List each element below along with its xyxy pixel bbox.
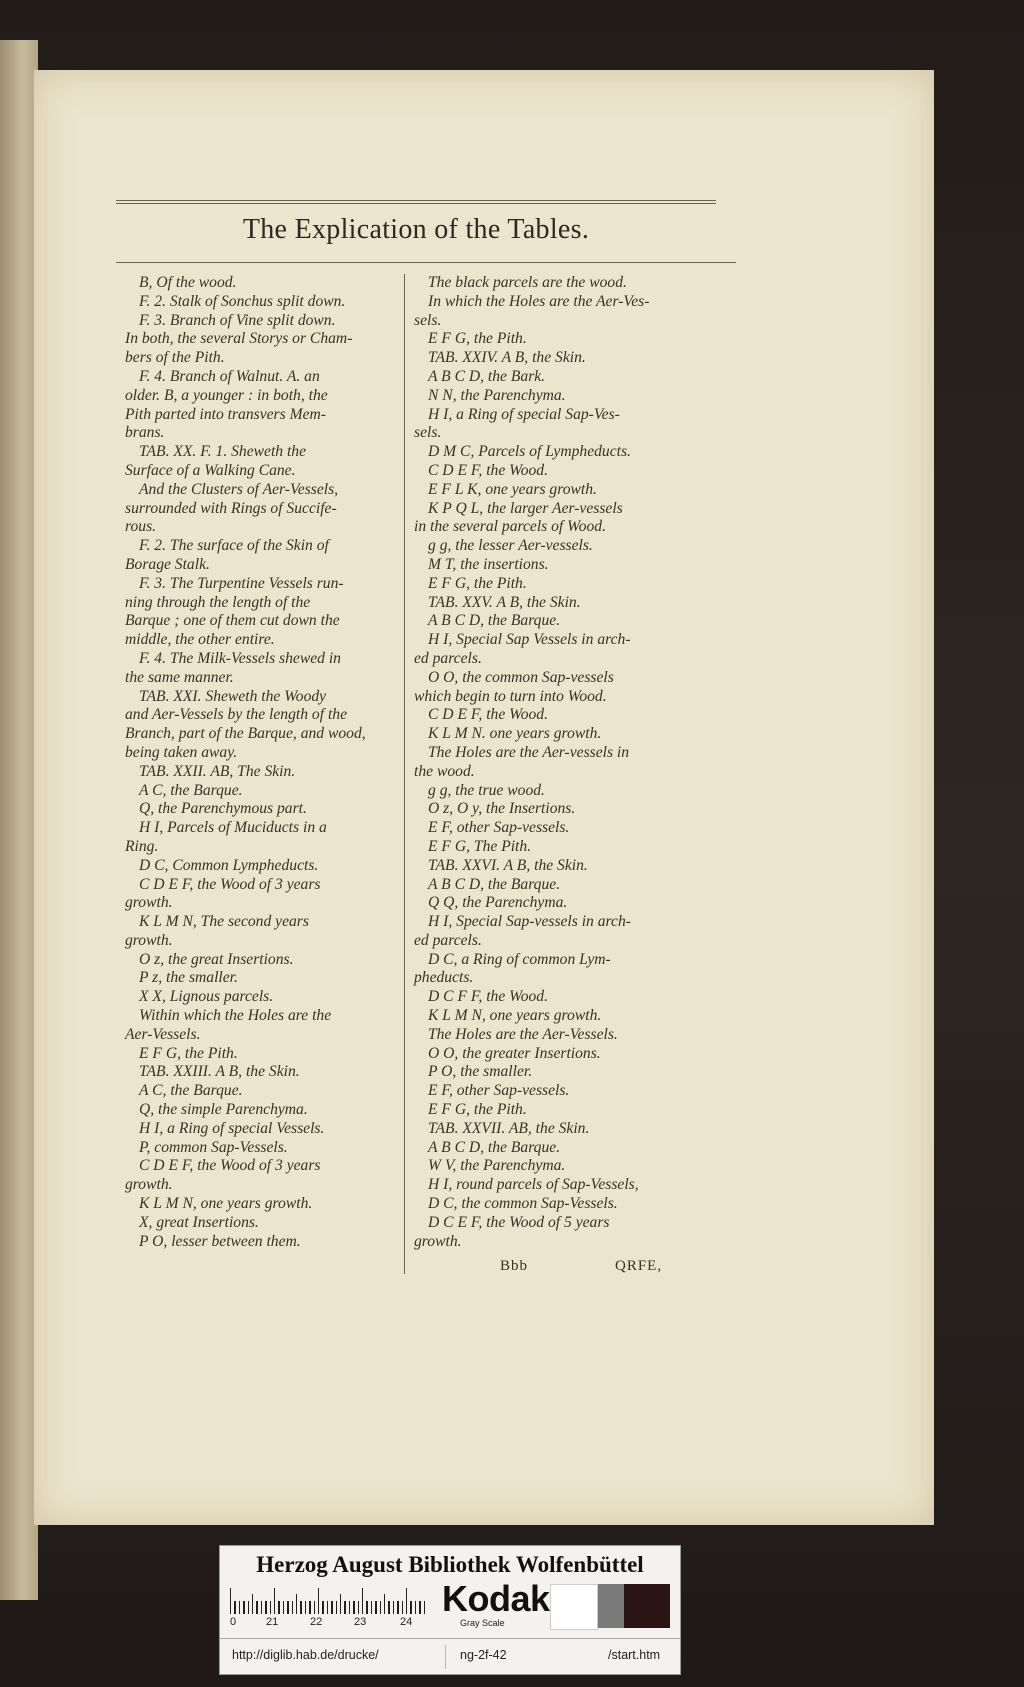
text-line: Pith parted into transvers Mem- xyxy=(125,405,326,423)
target-card xyxy=(219,1545,681,1675)
ruler-tick xyxy=(402,1601,403,1614)
ruler-tick xyxy=(274,1588,275,1614)
ruler-tick xyxy=(230,1588,231,1614)
text-line: which begin to turn into Wood. xyxy=(414,687,607,705)
text-line: Q Q, the Parenchyma. xyxy=(428,894,568,912)
ruler-tick xyxy=(309,1601,310,1614)
text-line: A B C D, the Barque. xyxy=(428,875,561,893)
text-line: H I, Special Sap Vessels in arch- xyxy=(428,631,631,649)
text-line: D C, the common Sap-Vessels. xyxy=(428,1195,618,1213)
text-line: TAB. XXVI. A B, the Skin. xyxy=(428,856,588,874)
text-line: Surface of a Walking Cane. xyxy=(125,461,296,479)
text-line: P O, lesser between them. xyxy=(139,1232,301,1250)
text-line: E F, other Sap-vessels. xyxy=(428,819,570,837)
ruler-tick xyxy=(256,1601,257,1614)
text-line: older. B, a younger : in both, the xyxy=(125,386,328,404)
ruler-number: 0 xyxy=(230,1616,237,1628)
url-text: http://diglib.hab.de/drucke/ xyxy=(232,1648,379,1662)
ruler-tick xyxy=(415,1601,416,1614)
top-rule xyxy=(116,200,716,201)
ruler-tick xyxy=(252,1594,253,1614)
ruler-tick xyxy=(265,1601,266,1614)
title-underline xyxy=(116,262,736,263)
ruler-tick xyxy=(349,1601,350,1614)
text-line: O O, the greater Insertions. xyxy=(428,1044,601,1062)
ruler-tick xyxy=(239,1601,240,1614)
text-line: the wood. xyxy=(414,762,475,780)
text-line: surrounded with Rings of Succife- xyxy=(125,499,337,517)
text-line: M T, the insertions. xyxy=(428,555,549,573)
text-line: F. 3. The Turpentine Vessels run- xyxy=(139,574,344,592)
ruler-tick xyxy=(314,1601,315,1614)
text-line: Branch, part of the Barque, and wood, xyxy=(125,725,366,743)
text-line: E F G, The Pith. xyxy=(428,837,532,855)
text-line: being taken away. xyxy=(125,743,238,761)
ruler-tick xyxy=(380,1601,381,1614)
facing-page-edge xyxy=(0,40,38,1600)
ruler-tick xyxy=(243,1601,244,1614)
ruler-tick xyxy=(248,1601,249,1614)
shelfmark: ng-2f-42 xyxy=(460,1648,507,1662)
text-line: P, common Sap-Vessels. xyxy=(139,1138,288,1156)
text-line: K P Q L, the larger Aer-vessels xyxy=(428,499,623,517)
text-line: O O, the common Sap-vessels xyxy=(428,668,614,686)
left-column xyxy=(125,274,400,1251)
text-line: ed parcels. xyxy=(414,649,482,667)
text-line: growth. xyxy=(125,1176,173,1194)
ruler-tick xyxy=(375,1601,376,1614)
text-line: middle, the other entire. xyxy=(125,631,275,649)
text-line: O z, O y, the Insertions. xyxy=(428,800,576,818)
ruler-tick xyxy=(270,1601,271,1614)
ruler-tick xyxy=(234,1601,235,1614)
text-line: ning through the length of the xyxy=(125,593,311,611)
ruler-tick xyxy=(305,1601,306,1614)
ruler-tick xyxy=(388,1601,389,1614)
ruler-tick xyxy=(287,1601,288,1614)
text-line: H I, Parcels of Muciducts in a xyxy=(139,819,327,837)
kodak-wordmark: Kodak xyxy=(442,1578,550,1619)
ruler-tick xyxy=(336,1601,337,1614)
text-line: D C, Common Lympheducts. xyxy=(139,856,319,874)
text-line: Ring. xyxy=(125,837,159,855)
text-line: E F G, the Pith. xyxy=(428,330,527,348)
text-line: K L M N, one years growth. xyxy=(428,1007,602,1025)
text-line: D C, a Ring of common Lym- xyxy=(428,950,611,968)
text-line: E F G, the Pith. xyxy=(428,1101,527,1119)
ruler-tick xyxy=(296,1594,297,1614)
text-line: C D E F, the Wood. xyxy=(428,461,548,479)
text-line: X, great Insertions. xyxy=(139,1213,259,1231)
text-line: E F G, the Pith. xyxy=(139,1044,238,1062)
ruler-number: 21 xyxy=(266,1616,279,1628)
column-divider xyxy=(404,274,405,1274)
text-line: The black parcels are the wood. xyxy=(428,274,627,291)
text-line: F. 2. Stalk of Sonchus split down. xyxy=(139,292,346,310)
gray-patch-mid xyxy=(598,1584,624,1628)
library-name: Herzog August Bibliothek Wolfenbüttel xyxy=(256,1552,644,1577)
text-line: TAB. XXVII. AB, the Skin. xyxy=(428,1119,590,1137)
ruler-tick xyxy=(410,1601,411,1614)
ruler-tick xyxy=(261,1601,262,1614)
ruler-tick xyxy=(419,1601,420,1614)
text-line: P z, the smaller. xyxy=(139,969,238,987)
text-line: F. 4. Branch of Walnut. A. an xyxy=(139,367,320,385)
text-line: Within which the Holes are the xyxy=(139,1007,332,1025)
text-line: ed parcels. xyxy=(414,931,482,949)
text-line: g g, the lesser Aer-vessels. xyxy=(428,537,593,555)
text-line: O z, the great Insertions. xyxy=(139,950,294,968)
ruler-tick xyxy=(366,1601,367,1614)
gray-patch-white xyxy=(550,1584,598,1630)
text-line: TAB. XXI. Sheweth the Woody xyxy=(139,687,327,705)
ruler-tick xyxy=(353,1601,354,1614)
kodak-logo xyxy=(434,1578,550,1628)
text-line: C D E F, the Wood of 3 years xyxy=(139,1157,321,1175)
card-footer xyxy=(220,1638,680,1675)
text-line: A B C D, the Bark. xyxy=(428,367,546,385)
text-line: TAB. XXIII. A B, the Skin. xyxy=(139,1063,300,1081)
ruler-tick xyxy=(331,1601,332,1614)
text-line: N N, the Parenchyma. xyxy=(428,386,566,404)
text-line: rous. xyxy=(125,518,157,536)
text-line: A B C D, the Barque. xyxy=(428,1138,561,1156)
text-line: H I, Special Sap-vessels in arch- xyxy=(428,913,631,931)
text-line: P O, the smaller. xyxy=(428,1063,533,1081)
text-line: growth. xyxy=(125,894,173,912)
ruler-tick xyxy=(371,1601,372,1614)
ruler-tick xyxy=(344,1601,345,1614)
text-line: the same manner. xyxy=(125,668,234,686)
text-line: H I, a Ring of special Sap-Ves- xyxy=(428,405,620,423)
ruler-tick xyxy=(283,1601,284,1614)
text-line: E F G, the Pith. xyxy=(428,574,527,592)
ruler-tick xyxy=(384,1594,385,1614)
text-line: sels. xyxy=(414,424,442,442)
catchword: QRFE, xyxy=(615,1258,663,1274)
text-line: In both, the several Storys or Cham- xyxy=(125,330,353,348)
text-line: TAB. XXII. AB, The Skin. xyxy=(139,762,296,780)
text-line: sels. xyxy=(414,311,442,329)
text-line: K L M N, The second years xyxy=(139,913,309,931)
ruler-tick xyxy=(278,1601,279,1614)
text-line: A B C D, the Barque. xyxy=(428,612,561,630)
text-line: Aer-Vessels. xyxy=(125,1025,201,1043)
text-line: Barque ; one of them cut down the xyxy=(125,612,340,630)
text-line: pheducts. xyxy=(414,969,474,987)
text-line: Q, the simple Parenchyma. xyxy=(139,1101,308,1119)
text-line: K L M N. one years growth. xyxy=(428,725,602,743)
text-line: H I, a Ring of special Vessels. xyxy=(139,1119,325,1137)
text-line: TAB. XXV. A B, the Skin. xyxy=(428,593,581,611)
text-line: g g, the true wood. xyxy=(428,781,545,799)
text-line: Borage Stalk. xyxy=(125,555,210,573)
text-line: And the Clusters of Aer-Vessels, xyxy=(139,480,339,498)
scale-ruler xyxy=(230,1586,426,1614)
text-line: H I, round parcels of Sap-Vessels, xyxy=(428,1176,639,1194)
text-line: D C F F, the Wood. xyxy=(428,988,548,1006)
text-line: brans. xyxy=(125,424,165,442)
gray-patch-dark xyxy=(624,1584,670,1628)
text-line: and Aer-Vessels by the length of the xyxy=(125,706,347,724)
ruler-tick xyxy=(358,1601,359,1614)
ruler-tick xyxy=(300,1601,301,1614)
ruler-tick xyxy=(292,1601,293,1614)
text-line: E F L K, one years growth. xyxy=(428,480,597,498)
text-line: B, Of the wood. xyxy=(139,274,237,291)
signature-mark: Bbb xyxy=(500,1258,529,1274)
text-line: TAB. XX. F. 1. Sheweth the xyxy=(139,443,307,461)
text-line: The Holes are the Aer-vessels in xyxy=(428,743,630,761)
text-line: E F, other Sap-vessels. xyxy=(428,1082,570,1100)
ruler-tick xyxy=(327,1601,328,1614)
text-line: F. 3. Branch of Vine split down. xyxy=(139,311,336,329)
text-line: A C, the Barque. xyxy=(139,781,243,799)
ruler-tick xyxy=(397,1601,398,1614)
text-line: Q, the Parenchymous part. xyxy=(139,800,307,818)
ruler-tick xyxy=(322,1601,323,1614)
text-line: F. 4. The Milk-Vessels shewed in xyxy=(139,649,341,667)
text-line: in the several parcels of Wood. xyxy=(414,518,607,536)
text-line: C D E F, the Wood of 3 years xyxy=(139,875,321,893)
text-line: C D E F, the Wood. xyxy=(428,706,548,724)
top-rule-thin xyxy=(116,203,716,204)
text-line: growth. xyxy=(125,931,173,949)
text-line: W V, the Parenchyma. xyxy=(428,1157,566,1175)
text-line: F. 2. The surface of the Skin of xyxy=(139,537,329,555)
ruler-number: 22 xyxy=(310,1616,323,1628)
text-line: bers of the Pith. xyxy=(125,349,225,367)
text-line: X X, Lignous parcels. xyxy=(139,988,274,1006)
ruler-tick xyxy=(362,1588,363,1614)
ruler-tick xyxy=(318,1588,319,1614)
text-line: D C E F, the Wood of 5 years xyxy=(428,1213,610,1231)
text-line: The Holes are the Aer-Vessels. xyxy=(428,1025,618,1043)
text-line: TAB. XXIV. A B, the Skin. xyxy=(428,349,586,367)
ruler-number: 23 xyxy=(354,1616,367,1628)
ruler-tick xyxy=(393,1601,394,1614)
ruler-tick xyxy=(406,1588,407,1614)
gray-scale-label: Gray Scale xyxy=(460,1618,505,1628)
ruler-tick xyxy=(340,1594,341,1614)
text-line: D M C, Parcels of Lympheducts. xyxy=(428,443,631,461)
ruler-tick xyxy=(424,1601,425,1614)
right-column xyxy=(414,274,744,1251)
text-line: In which the Holes are the Aer-Ves- xyxy=(428,292,650,310)
page-title: The Explication of the Tables. xyxy=(242,214,590,245)
start-link: /start.htm xyxy=(608,1648,661,1662)
ruler-number: 24 xyxy=(400,1616,413,1628)
text-line: A C, the Barque. xyxy=(139,1082,243,1100)
text-line: growth. xyxy=(414,1232,462,1250)
text-line: K L M N, one years growth. xyxy=(139,1195,313,1213)
